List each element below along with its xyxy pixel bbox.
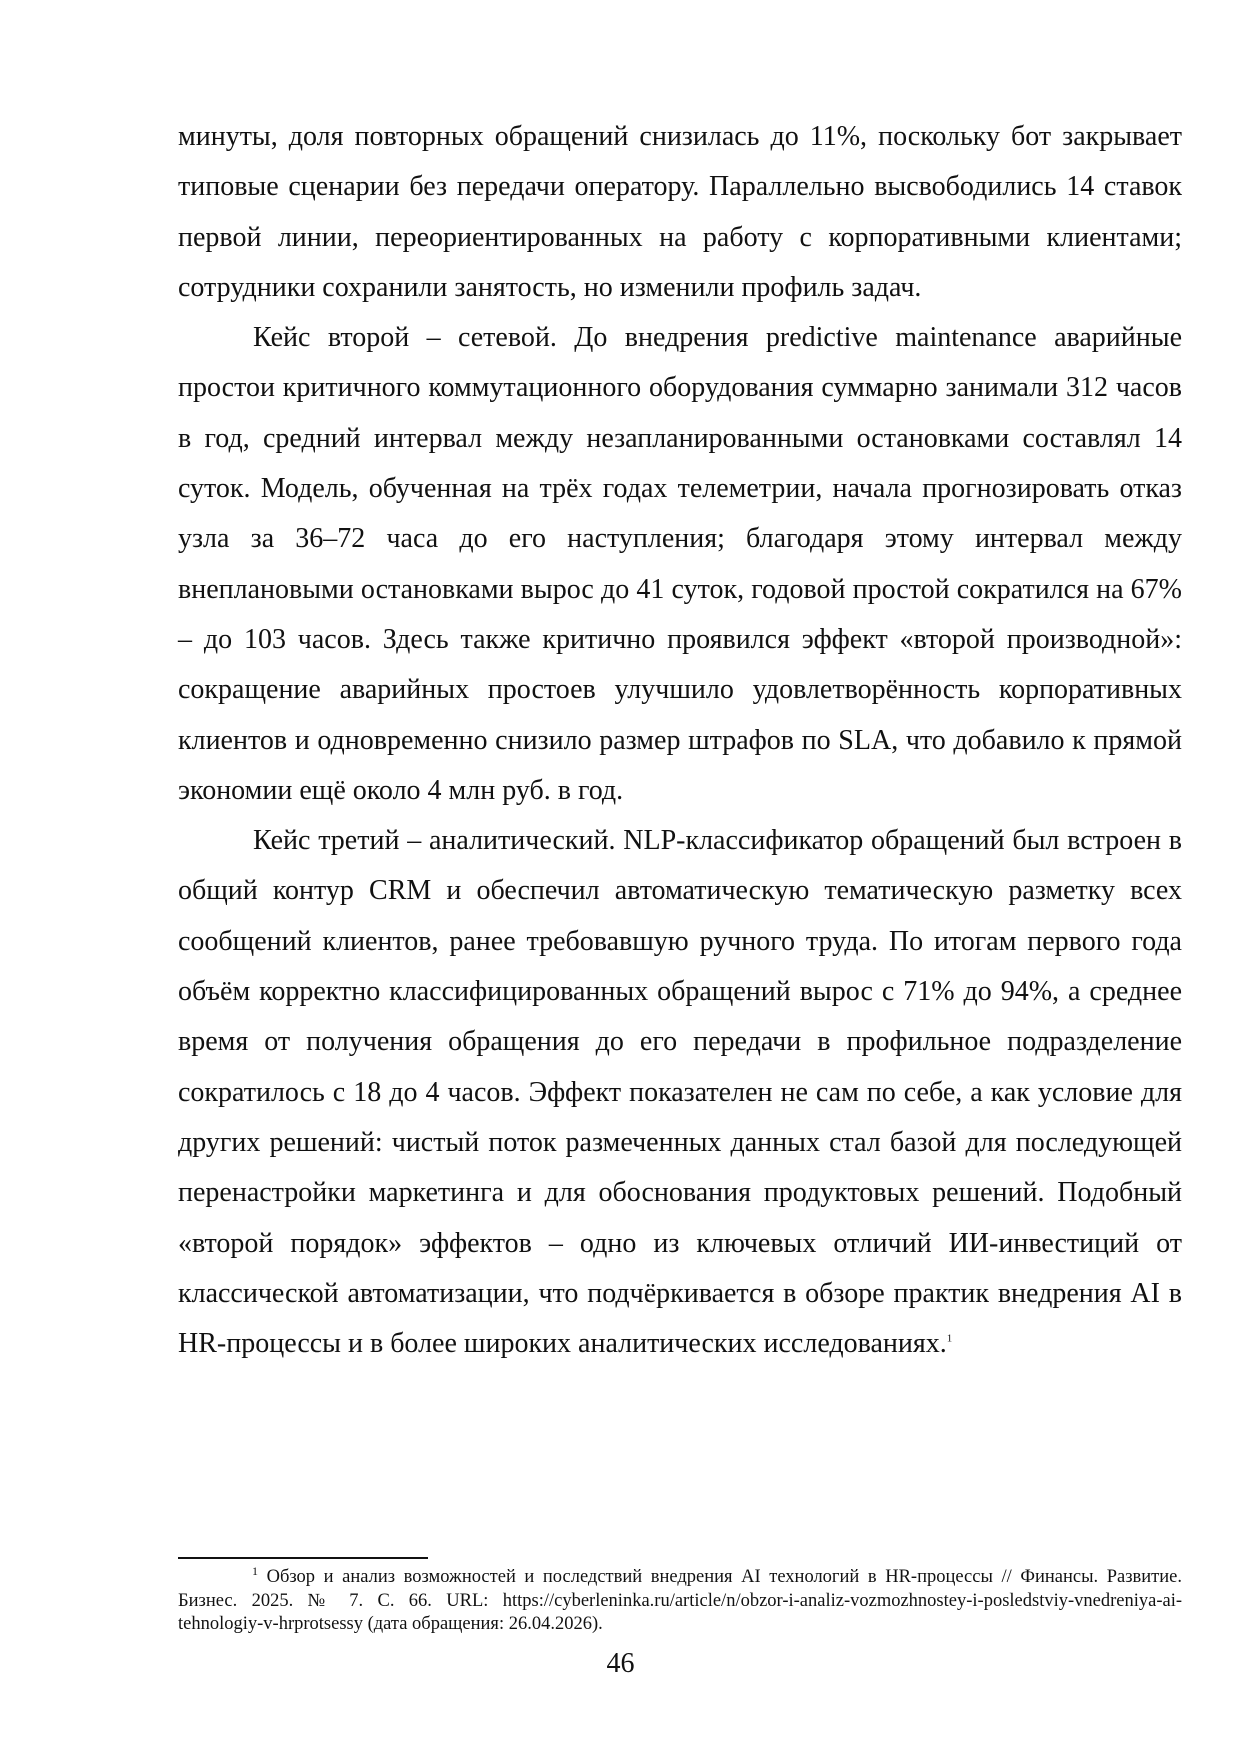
paragraph-text: Кейс второй – сетевой. До внедрения predictive maintenance аварийные простои критичного коммутационного оборудования суммарно занимали 312 часов в год, средний интервал между незапланированными остановками составлял 14 суток. Модель, обученная на трёх годах телеметрии, начала прогнозировать отказ узла за 36–72 часа до его наступления; благодаря этому интервал между внеплановыми остановками вырос до 41 суток, годовой простой сократился на 67% – до 103 часов. Здесь также критично проявился эффект «второй производной»: сокращение аварийных простоев улучшило удовлетворённость корпоративных клиентов и одновременно снизило размер штрафов по SLA, что добавило к прямой экономии ещё около 4 млн руб. в год.: [178, 322, 1182, 806]
paragraph-case-two: [178, 313, 1182, 816]
footnote-reference[interactable]: 1: [946, 1332, 953, 1345]
footnote-text: Обзор и анализ возможностей и последствий внедрения AI технологий в HR-процессы // Финансы. Развитие. Бизнес. 2025. № 7. С. 66. URL: https://cyberleninka.ru/article/n/obzor-i-analiz-vozmozhnostey-i-posledstviy-vnedreniya-ai-tehnologiy-v-hrprotsessy (дата обращения: 26.04.2026).: [178, 1567, 1182, 1634]
body-text: [178, 112, 1182, 1369]
page-number: 46: [606, 1648, 635, 1679]
paragraph-text: минуты, доля повторных обращений снизилась до 11%, поскольку бот закрывает типовые сценарии без передачи оператору. Параллельно высвободились 14 ставок первой линии, переориентированных на работу с корпоративными клиентами; сотрудники сохранили занятость, но изменили профиль задач.: [178, 121, 1182, 303]
footnote-mark: 1: [252, 1563, 258, 1578]
paragraph-case-three: [178, 816, 1182, 1369]
paragraph-text: Кейс третий – аналитический. NLP-классификатор обращений был встроен в общий контур CRM и обеспечил автоматическую тематическую разметку всех сообщений клиентов, ранее требовавшую ручного труда. По итогам первого года объём корректно классифицированных обращений вырос с 71% до 94%, а среднее время от получения обращения до его передачи в профильное подразделение сократилось с 18 до 4 часов. Эффект показателен не сам по себе, а как условие для других решений: чистый поток размеченных данных стал базой для последующей перенастройки маркетинга и для обоснования продуктовых решений. Подобный «второй порядок» эффектов – одно из ключевых отличий ИИ-инвестиций от классической автоматизации, что подчёркивается в обзоре практик внедрения AI в HR-процессы и в более широких аналитических исследованиях.: [178, 825, 1182, 1360]
footnote: [178, 1563, 1182, 1637]
footnote-separator: [178, 1557, 428, 1559]
paragraph-continuation: [178, 112, 1182, 313]
